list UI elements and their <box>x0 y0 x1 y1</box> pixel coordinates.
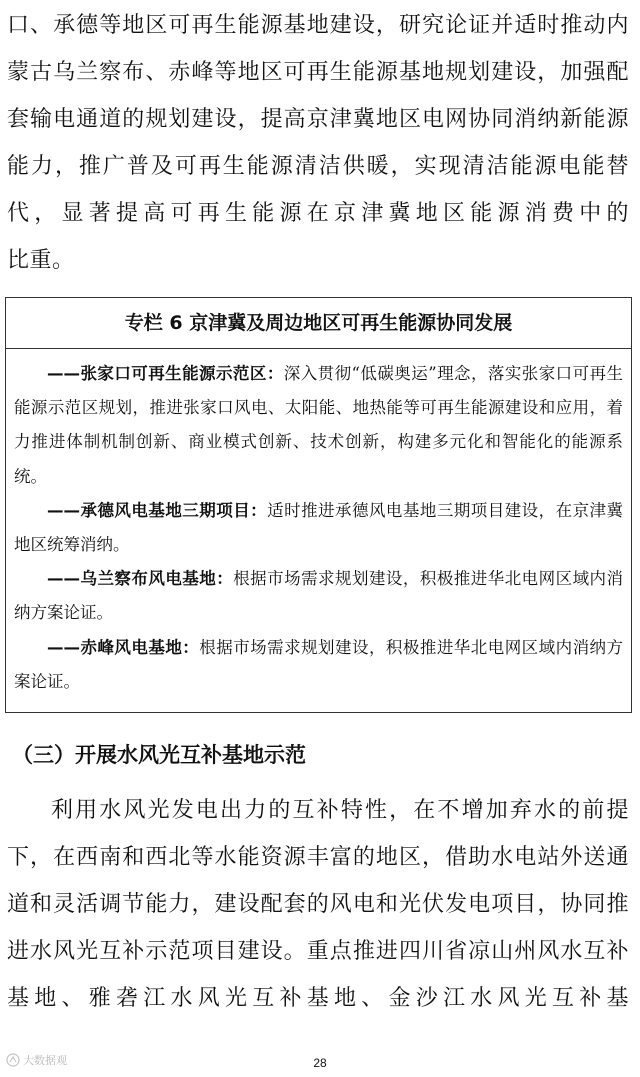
box-body <box>6 349 631 699</box>
entry-text: 根据市场需求规划建设，积极推进华北电网区域内消纳方案论证。 <box>14 569 623 623</box>
sidebar-column-box <box>5 297 632 713</box>
intro-line: 电能替代，显著提高可再生能源在京津冀地区能源消费中的 <box>7 154 629 226</box>
intro-line: 新能源能力，推广普及可再生能源清洁供暖，实现清洁能源 <box>7 107 629 179</box>
box-entry <box>14 562 623 630</box>
box-entry <box>14 494 623 562</box>
entry-text: 根据市场需求规划建设，积极推进华北电网区域内消纳方案论证。 <box>14 637 623 691</box>
entry-name: ——乌兰察布风电基地： <box>47 569 234 589</box>
intro-line: 内蒙古乌兰察布、赤峰等地区可再生能源基地规划建设，加 <box>7 13 629 85</box>
box-entry <box>14 357 623 494</box>
body-paragraph: 利用水风光发电出力的互补特性，在不增加弃水的前提下，在西南和西北等水能资源丰富的地区，借助水电站外送通道和灵活调节能力，建设配套的风电和光伏发电项目，协同推进水风光互补示范项目建设。重点推进四川省凉山州风水互补基地、雅砻江水风光互补基地、金沙江水风光互补基 <box>7 798 629 1011</box>
intro-line-last: 比重。 <box>7 248 75 273</box>
box-entry <box>14 631 623 699</box>
section-heading: （三）开展水风光互补基地示范 <box>12 743 306 767</box>
entry-name: ——承德风电基地三期项目： <box>47 500 268 520</box>
entry-name: ——赤峰风电基地： <box>47 637 200 657</box>
intro-paragraph <box>7 2 629 284</box>
entry-text: 适时推进承德风电基地三期项目建设，在京津冀地区统筹消纳。 <box>14 500 623 555</box>
watermark-text: 大数据观 <box>23 1054 67 1067</box>
entry-text: 深入贯彻“低碳奥运”理念，落实张家口可再生能源示范区规划，推进张家口风电、太阳能、地热能等可再生能源建设和应用，着力推进体制机制创新、商业模式创新、技术创新，构建多元化和智能化的能源系统。 <box>14 364 623 486</box>
page-number: 28 <box>313 1056 327 1070</box>
intro-line: 强配套输电通道的规划建设，提高京津冀地区电网协同消纳 <box>7 60 629 132</box>
entry-name: ——张家口可再生能源示范区： <box>47 364 284 383</box>
intro-line: 口、承德等地区可再生能源基地建设，研究论证并适时推动 <box>7 13 607 38</box>
box-title: 专栏 6 京津冀及周边地区可再生能源协同发展 <box>6 298 631 349</box>
